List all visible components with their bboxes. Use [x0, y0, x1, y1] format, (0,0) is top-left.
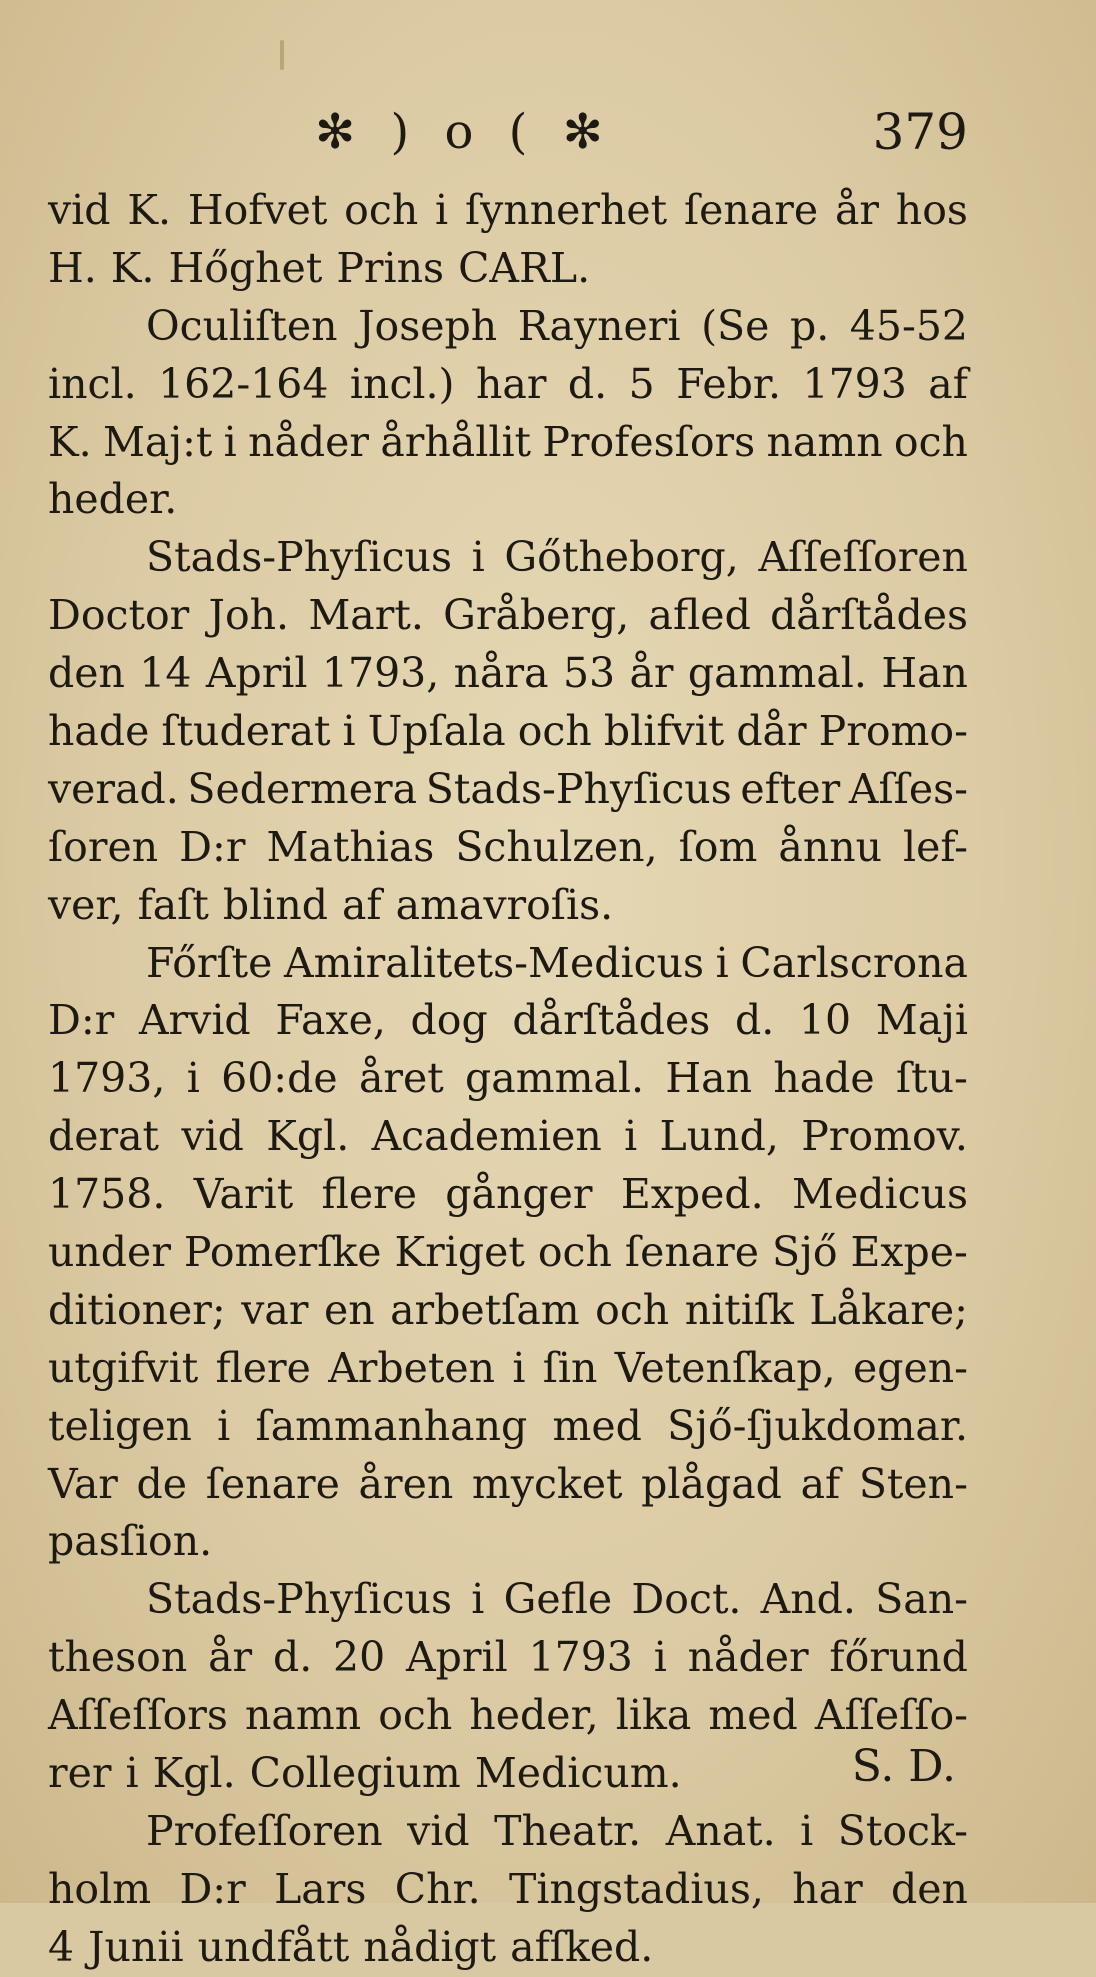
header-ornament: ✻ ) o ( ✻	[315, 104, 613, 160]
text-line: Főrſte Amiralitets-Medicus i Carlscrona	[146, 938, 968, 987]
text-line: ſoren D:r Mathias Schulzen, ſom ånnu lef-	[48, 822, 968, 871]
text-line: pasſion.	[48, 1517, 213, 1566]
text-line: hade ſtuderat i Upſala och blifvit dår Promo-	[48, 707, 968, 756]
text-line: den 14 April 1793, nåra 53 år gammal. Han	[48, 649, 968, 698]
text-line: Profeſſoren vid Theatr. Anat. i Stock-	[146, 1806, 968, 1855]
text-line: holm D:r Lars Chr. Tingstadius, har den	[48, 1864, 968, 1913]
text-line: K. Maj:t i nåder århållit Profesſors namn och	[48, 417, 968, 466]
text-line: derat vid Kgl. Academien i Lund, Promov.	[48, 1112, 968, 1161]
text-line: incl. 162-164 incl.) har d. 5 Febr. 1793 af	[48, 359, 968, 408]
text-line: ver, faſt blind af amavroſis.	[48, 880, 614, 929]
text-line: Oculiſten Joseph Rayneri (Se p. 45-52	[146, 301, 968, 350]
text-line: H. K. Hőghet Prins CARL.	[48, 243, 591, 292]
text-line: Stads-Phyſicus i Gőtheborg, Aſſeſſoren	[146, 533, 968, 582]
signature: S. D.	[851, 1741, 956, 1792]
body-text	[48, 182, 968, 1977]
page-header	[0, 102, 1096, 162]
text-line: teligen i ſammanhang med Sjő-ſjukdomar.	[48, 1401, 968, 1450]
text-line: verad. Sedermera Stads-Phyſicus efter Aſſes-	[48, 764, 968, 813]
paper-blemish	[280, 40, 284, 70]
text-line: D:r Arvid Faxe, dog dårſtådes d. 10 Maji	[48, 996, 968, 1045]
text-line: 1758. Varit flere gånger Exped. Medicus	[48, 1170, 968, 1219]
text-line: Doctor Joh. Mart. Gråberg, afled dårſtådes	[48, 591, 968, 640]
text-line: theson år d. 20 April 1793 i nåder főrund	[48, 1633, 968, 1682]
text-line: ditioner; var en arbetſam och nitiſk Låkare;	[48, 1285, 968, 1334]
text-line: rer i Kgl. Collegium Medicum.	[48, 1749, 682, 1798]
text-line: 1793, i 60:de året gammal. Han hade ſtu-	[48, 1054, 968, 1103]
text-line: Stads-Phyſicus i Gefle Doct. And. San-	[146, 1575, 968, 1624]
text-line: heder.	[48, 475, 178, 524]
text-line: under Pomerſke Kriget och ſenare Sjő Expe-	[48, 1228, 968, 1277]
text-line: vid K. Hofvet och i ſynnerhet ſenare år hos	[48, 186, 968, 234]
text-line: utgifvit flere Arbeten i ſin Vetenſkap, egen-	[48, 1343, 968, 1392]
text-line: Aſſeſſors namn och heder, lika med Aſſeſſo-	[48, 1691, 968, 1740]
page-number: 379	[872, 103, 968, 161]
text-line: 4 Junii undfått nådigt afſked.	[48, 1922, 654, 1971]
text-line: Var de ſenare åren mycket plågad af Sten-	[48, 1459, 968, 1508]
